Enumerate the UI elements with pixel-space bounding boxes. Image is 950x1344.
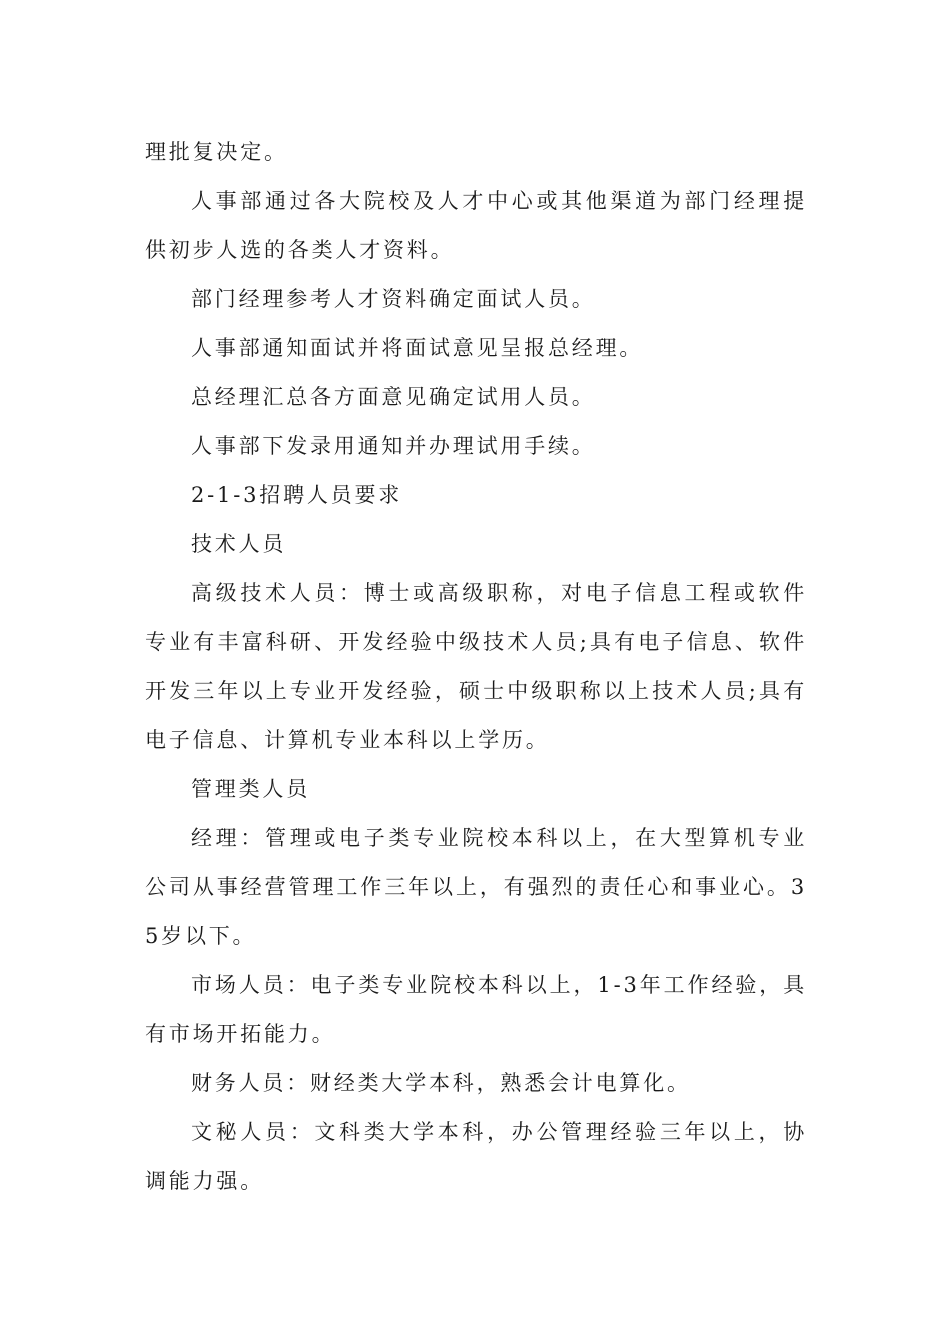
paragraph-hr-candidates: 人事部通过各大院校及人才中心或其他渠道为部门经理提供初步人选的各类人才资料。 xyxy=(145,189,807,262)
paragraph-gm-trial-decision: 总经理汇总各方面意见确定试用人员。 xyxy=(191,385,596,409)
paragraph-manager-interviewees: 部门经理参考人才资料确定面试人员。 xyxy=(191,287,596,311)
paragraph-secretary-staff: 文秘人员：文科类大学本科，办公管理经验三年以上，协调能力强。 xyxy=(145,1120,807,1193)
subheading-technical-staff: 技术人员 xyxy=(191,532,287,556)
paragraph-marketing-staff: 市场人员：电子类专业院校本科以上，1-3年工作经验，具有市场开拓能力。 xyxy=(145,973,807,1046)
document-body xyxy=(145,128,807,1206)
paragraph-approval-decision: 理批复决定。 xyxy=(145,140,288,164)
paragraph-finance-staff: 财务人员：财经类大学本科，熟悉会计电算化。 xyxy=(191,1071,691,1095)
section-heading-requirements: 2-1-3招聘人员要求 xyxy=(191,483,403,507)
paragraph-manager-requirements: 经理：管理或电子类专业院校本科以上，在大型算机专业公司从事经营管理工作三年以上，有强烈的责任心和事业心。35岁以下。 xyxy=(145,826,807,948)
paragraph-senior-technical: 高级技术人员：博士或高级职称，对电子信息工程或软件专业有丰富科研、开发经验中级技术人员;具有电子信息、软件开发三年以上专业开发经验，硕士中级职称以上技术人员;具有电子信息、计算机专业本科以上学历。 xyxy=(145,581,807,752)
paragraph-hr-interview-notice: 人事部通知面试并将面试意见呈报总经理。 xyxy=(191,336,644,360)
subheading-management-staff: 管理类人员 xyxy=(191,777,310,801)
paragraph-hr-hiring-notice: 人事部下发录用通知并办理试用手续。 xyxy=(191,434,596,458)
